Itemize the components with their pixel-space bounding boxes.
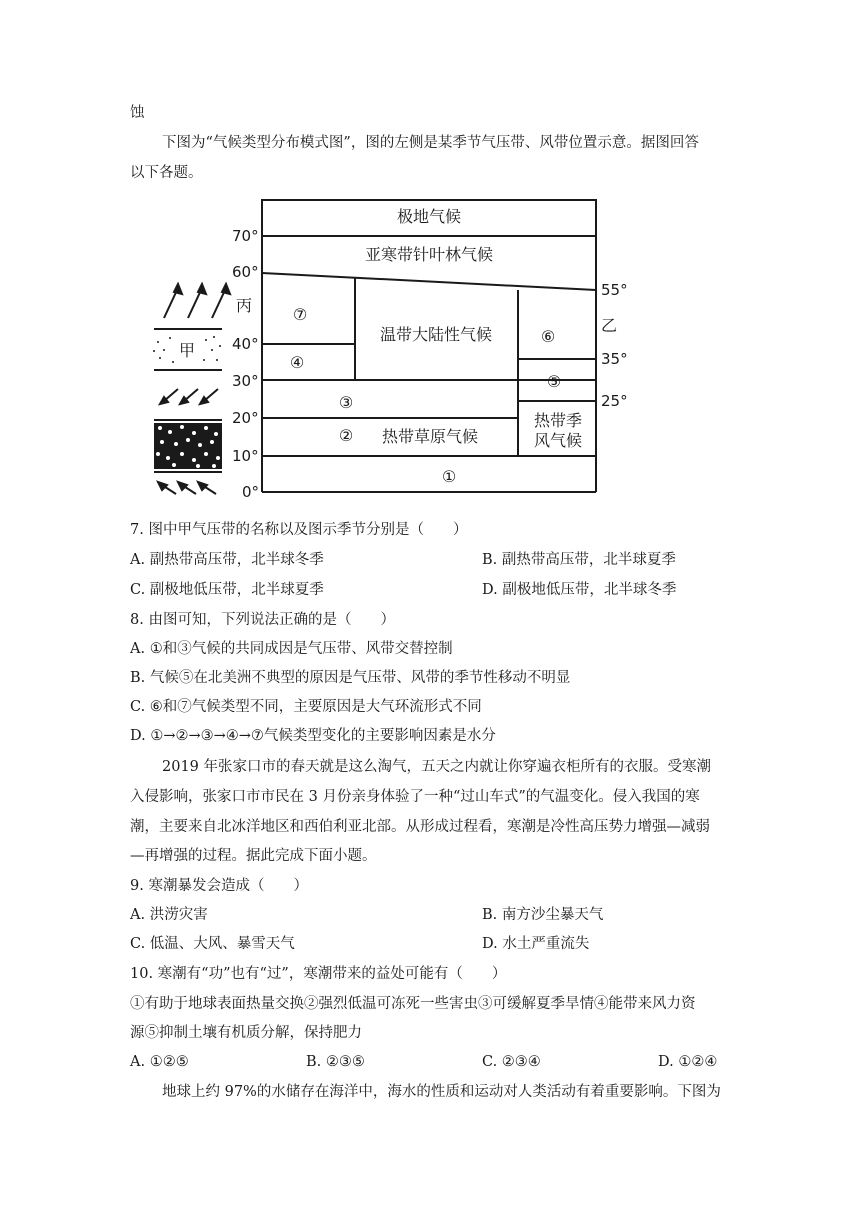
question-8-option-d: D. ①→②→③→④→⑦气候类型变化的主要影响因素是水分 — [130, 728, 496, 744]
equatorial-low-pattern-icon — [154, 423, 222, 469]
question-9-option-d: D. 水土严重流失 — [482, 936, 590, 952]
marker-bing: 丙 — [236, 296, 253, 315]
lat-label-55: 55° — [601, 281, 628, 299]
lat-label-60: 60° — [232, 263, 259, 281]
westerly-arrows-icon — [164, 284, 230, 318]
climate-3: ③ — [338, 393, 354, 412]
climate-savanna: 热带草原气候 — [381, 427, 479, 446]
lat-label-0: 0° — [242, 483, 260, 501]
question-8-option-c: C. ⑥和⑦气候类型不同，主要原因是大气环流形式不同 — [130, 699, 482, 715]
page-fragment-text: 蚀 — [130, 105, 145, 121]
question-8-stem: 8. 由图可知，下列说法正确的是（ ） — [130, 612, 395, 628]
lat-label-70: 70° — [232, 227, 259, 245]
climate-continental: 温带大陆性气候 — [379, 325, 493, 344]
climate-5: ⑤ — [546, 372, 562, 391]
question-10-option-d: D. ①②④ — [658, 1054, 718, 1070]
climate-monsoon-line1: 热带季 — [533, 411, 583, 430]
question-10-option-a: A. ①②⑤ — [130, 1054, 189, 1070]
climate-polar: 极地气候 — [396, 207, 462, 226]
question-7-option-c: C. 副极地低压带，北半球夏季 — [130, 582, 324, 598]
question-9-stem: 9. 寒潮暴发会造成（ ） — [130, 878, 308, 894]
marker-jia: 甲 — [179, 341, 196, 360]
lat-label-40: 40° — [232, 335, 259, 353]
question-10-option-b: B. ②③⑤ — [306, 1054, 365, 1070]
passage-2-line-4: —再增强的过程。据此完成下面小题。 — [130, 848, 377, 864]
question-8-option-b: B. 气候⑤在北美洲不典型的原因是气压带、风带的季节性移动不明显 — [130, 670, 571, 686]
northeast-trade-arrows-icon — [160, 389, 218, 404]
climate-subarctic: 亚寒带针叶林气候 — [364, 245, 494, 264]
climate-1: ① — [441, 467, 457, 486]
question-10-option-c: C. ②③④ — [482, 1054, 541, 1070]
question-9-option-c: C. 低温、大风、暴雪天气 — [130, 936, 295, 952]
question-7-option-a: A. 副热带高压带，北半球冬季 — [130, 552, 324, 568]
passage-3-line-1: 地球上约 97%的水储存在海洋中，海水的性质和运动对人类活动有着重要影响。下图为 — [162, 1084, 721, 1100]
question-9-option-b: B. 南方沙尘暴天气 — [482, 907, 604, 923]
southeast-trade-arrows-icon — [158, 482, 216, 494]
lat-label-20: 20° — [232, 409, 259, 427]
intro-line-1: 下图为“气候类型分布模式图”，图的左侧是某季节气压带、风带位置示意。据图回答 — [162, 135, 699, 151]
climate-distribution-diagram — [140, 192, 640, 502]
question-7-option-b: B. 副热带高压带，北半球夏季 — [482, 552, 676, 568]
climate-4: ④ — [289, 353, 305, 372]
marker-yi: 乙 — [601, 316, 618, 335]
intro-line-2: 以下各题。 — [130, 165, 203, 181]
question-7-stem: 7. 图中甲气压带的名称以及图示季节分别是（ ） — [130, 522, 468, 538]
lat-label-10: 10° — [232, 447, 259, 465]
climate-2: ② — [338, 426, 354, 445]
question-10-line-2: 源⑤抑制土壤有机质分解，保持肥力 — [130, 1025, 362, 1041]
climate-monsoon-line2: 风气候 — [533, 431, 583, 450]
question-10-line-1: ①有助于地球表面热量交换②强烈低温可冻死一些害虫③可缓解夏季旱情④能带来风力资 — [130, 996, 696, 1012]
question-7-option-d: D. 副极地低压带，北半球冬季 — [482, 582, 677, 598]
climate-7: ⑦ — [292, 305, 308, 324]
passage-2-line-1: 2019 年张家口市的春天就是这么淘气，五天之内就让你穿遍衣柜所有的衣服。受寒潮 — [162, 759, 712, 775]
lat-label-25: 25° — [601, 392, 628, 410]
lat-label-30: 30° — [232, 372, 259, 390]
question-9-option-a: A. 洪涝灾害 — [130, 907, 208, 923]
lat-line-60-55 — [262, 273, 596, 290]
question-8-option-a: A. ①和③气候的共同成因是气压带、风带交替控制 — [130, 641, 453, 657]
question-10-stem: 10. 寒潮有“功”也有“过”，寒潮带来的益处可能有（ ） — [130, 966, 507, 982]
passage-2-line-2: 入侵影响，张家口市市民在 3 月份亲身体验了一种“过山车式”的气温变化。侵入我国的寒 — [130, 789, 700, 805]
lat-label-35: 35° — [601, 350, 628, 368]
passage-2-line-3: 潮，主要来自北冰洋地区和西伯利亚北部。从形成过程看，寒潮是冷性高压势力增强—减弱 — [130, 819, 710, 835]
climate-6: ⑥ — [540, 327, 556, 346]
